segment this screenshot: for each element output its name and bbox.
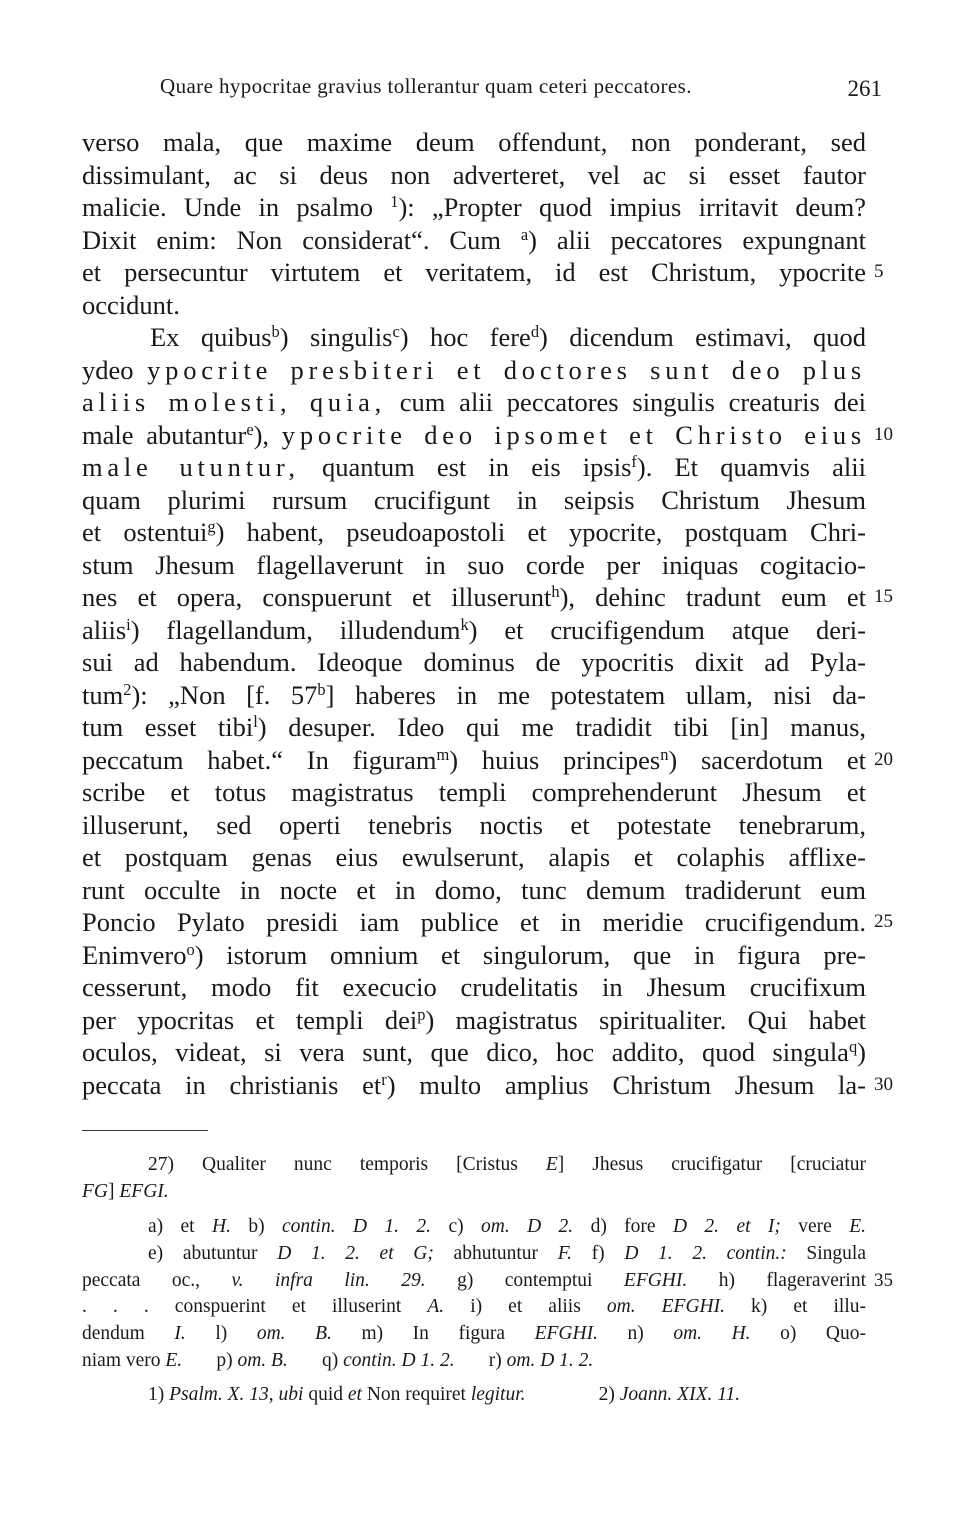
variant-notes: [82, 1214, 893, 1375]
note-line: dendum I. l) om. B. m) In figura EFGHI. n) om. H. o) Quo-: [82, 1323, 867, 1345]
text-line: tum esset tibi$^l$) desuper. Ideo qui me tradidit tibi [in] manus,: [82, 711, 867, 742]
note-line: FG] EFGI.: [82, 1180, 169, 1202]
line-number: 10: [874, 423, 893, 445]
text-line: dissimulant, ac si deus non adverteret, vel ac si esset fautor: [82, 159, 866, 190]
text-line: quam plurimi rursum crucifigunt in seipsis Christum Jhesum: [82, 484, 866, 515]
text-line: Enimvero$^o$) istorum omnium et singulorum, que in figura pre-: [82, 939, 866, 970]
note-line: 27) Qualiter nunc temporis [Cristus E] Jhesus crucifigatur [cruciatur: [148, 1154, 866, 1175]
text-line: peccatum habet.“ In figuram$^m$) huius principes$^n$) sacerdotum et 20: [82, 744, 893, 775]
text-line: Ex quibus$^b$) singulis$^c$) hoc fere$^d$) dicendum estimavi, quod: [150, 321, 866, 352]
line-number: 15: [874, 586, 893, 607]
text-line: et postquam genas eius ewulserunt, alapis et colaphis afflixe-: [82, 842, 866, 872]
text-line: ydeo ypocrite presbiteri et doctores sunt deo plus: [82, 354, 867, 385]
note-line: e) abutuntur D 1. 2. et G; abhutuntur F. f) D 1. 2. contin.: Singula: [148, 1242, 867, 1264]
running-title: Quare hypocritae gravius tollerantur quam ceteri peccatores.: [160, 74, 692, 98]
text-line: male utuntur, quantum est in eis ipsis$^f$). Et quamvis alii: [82, 451, 866, 482]
text-line: aliis$^i$) flagellandum, illudendum$^k$) et crucifigendum atque deri-: [82, 614, 866, 645]
note-line: a) et H. b) contin. D 1. 2. c) om. D 2. d) fore D 2. et I; vere E.: [148, 1216, 867, 1237]
text-line: per ypocritas et templi dei$^p$) magistratus spiritualiter. Qui habet: [82, 1004, 866, 1035]
text-line: aliis molesti, quia, cum alii peccatores singulis creaturis dei: [82, 387, 866, 417]
source-footnotes: [82, 1382, 866, 1409]
text-line: occidunt.: [82, 289, 180, 320]
text-line: et ostentui$^g$) habent, pseudoapostoli et ypocrite, postquam Chri-: [82, 516, 866, 547]
text-line: runt occulte in nocte et in domo, tunc demum tradiderunt eum: [82, 874, 866, 905]
text-line: male abutantur$^e$), ypocrite deo ipsomet et Christo eius 10: [82, 419, 893, 450]
main-text: [82, 126, 893, 1101]
text-line: illuserunt, sed operti tenebris noctis et potestate tenebrarum,: [82, 809, 866, 840]
page-number: 261: [847, 76, 882, 101]
text-line: sui ad habendum. Ideoque dominus de ypocritis dixit ad Pyla-: [82, 647, 866, 677]
note-27: [82, 1152, 866, 1206]
note-line: niam vero E. p) om. B. q) contin. D 1. 2. r) om. D 1. 2.: [82, 1349, 594, 1371]
text-line: scribe et totus magistratus templi comprehenderunt Jhesum et: [82, 777, 866, 807]
text-line: malicie. Unde in psalmo $^1$): „Propter quod impius irritavit deum?: [82, 191, 866, 222]
text-line: oculos, videat, si vera sunt, que dico, hoc addito, quod singula$^q$): [82, 1036, 866, 1067]
text-line: peccata in christianis $et^r$) multo amplius Christum Jhesum la- 30: [82, 1069, 893, 1100]
text-line: tum$^2$): „Non [f. 57$^b$] haberes in me potestatem ullam, nisi da-: [82, 679, 866, 710]
text-line: et persecuntur virtutem et veritatem, id est Christum, ypocrite 5: [82, 257, 884, 287]
text-line: nes et opera, conspuerunt et illuserunt$^h$), dehinc tradunt eum et 15: [82, 581, 893, 612]
text-line: stum Jhesum flagellaverunt in suo corde per iniquas cogitacio-: [82, 549, 866, 580]
page-header: [160, 74, 882, 108]
note-line: . . . conspuerint et illuserint A. i) et aliis om. EFGHI. k) et illu-: [82, 1296, 866, 1318]
line-number: 20: [874, 748, 893, 770]
line-number: 25: [874, 911, 893, 932]
text-line: cesserunt, modo fit execucio crudelitatis in Jhesum crucifixum: [82, 972, 866, 1002]
line-number: 5: [874, 261, 884, 282]
note-line: 1) Psalm. X. 13, ubi quid et Non requiret legitur. 2) Joann. XIX. 11.: [148, 1384, 741, 1405]
line-number: 35: [874, 1269, 893, 1291]
text-line: Dixit enim: Non considerat“. Cum $^a$) alii peccatores expungnant: [82, 224, 866, 255]
footnote-separator: [82, 1130, 208, 1131]
note-line: peccata oc., v. infra lin. 29. g) contemptui EFGHI. h) flageraverint 35: [82, 1268, 866, 1295]
line-number: 30: [874, 1073, 893, 1095]
text-line: Poncio Pylato presidi iam publice et in meridie crucifigendum. 25: [82, 907, 893, 937]
text-line: verso mala, que maxime deum offendunt, non ponderant, sed: [82, 127, 866, 157]
